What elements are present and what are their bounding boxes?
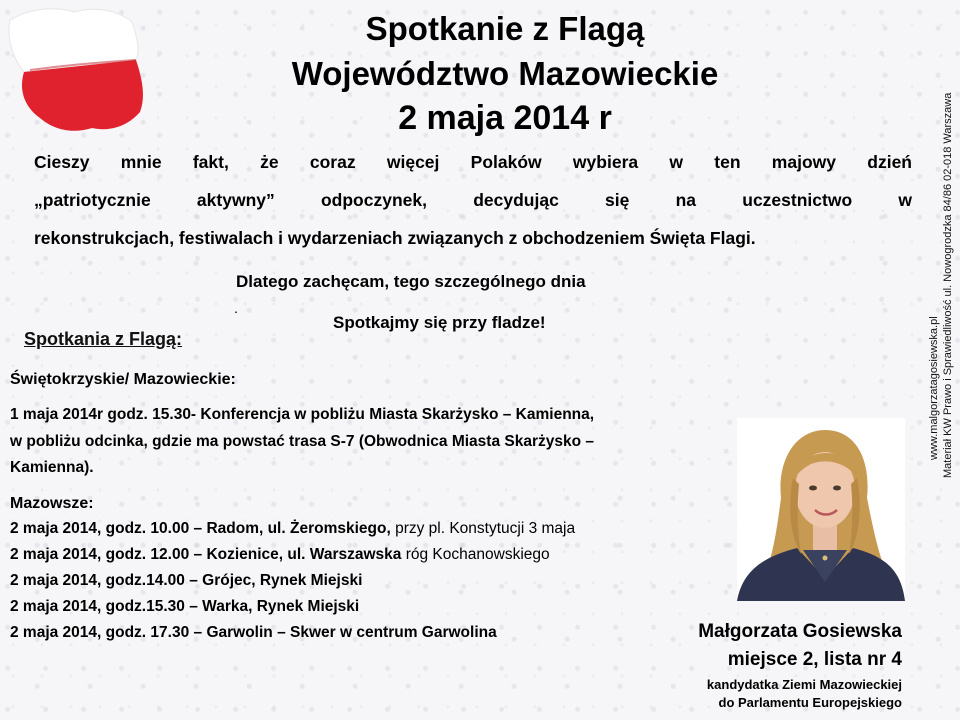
intro-line-1: Cieszy mnie fakt, że coraz więcej Polaków wybiera w ten majowy dzień bbox=[34, 152, 912, 172]
page-title-line-2: Województwo Mazowieckie bbox=[291, 55, 719, 92]
event-row-radom bbox=[10, 520, 575, 538]
region-label-swietokrzyskie: Świętokrzyskie/ Mazowieckie: bbox=[10, 371, 236, 388]
event-1-line-2: w pobliżu odcinka, gdzie ma powstać trasa S-7 (Obwodnica Miasta Skarżysko – bbox=[10, 433, 594, 450]
event-row-main: 2 maja 2014, godz. 10.00 – Radom, ul. Żeromskiego, bbox=[10, 520, 391, 537]
page-title-line-1: Spotkanie z Flagą bbox=[365, 10, 645, 47]
event-row-main: 2 maja 2014, godz.14.00 – Grójec, Rynek Miejski bbox=[10, 572, 363, 589]
event-row-detail: przy pl. Konstytucji 3 maja bbox=[390, 520, 576, 537]
publisher-note: Materiał KW Prawo i Sprawiedliwość ul. Nowogrodzka 84/86 02-018 Warszawa bbox=[942, 92, 954, 478]
event-row-main: 2 maja 2014, godz. 12.00 – Kozienice, ul. Warszawska bbox=[10, 546, 402, 563]
region-label-mazowsze: Mazowsze: bbox=[10, 495, 94, 512]
candidate-subtitle-1: kandydatka Ziemi Mazowieckiej bbox=[706, 677, 902, 692]
intro-line-2: „patriotycznie aktywny” odpoczynek, decydując się na uczestnictwo w bbox=[34, 190, 912, 210]
event-1-line-1: 1 maja 2014r godz. 15.30- Konferencja w pobliżu Miasta Skarżysko – Kamienna, bbox=[10, 406, 595, 423]
event-row-grojec bbox=[10, 572, 362, 590]
candidate-portrait-icon bbox=[737, 418, 905, 601]
stray-dot: . bbox=[234, 300, 238, 316]
website-url: www.malgorzatagosiewska.pl bbox=[928, 316, 940, 460]
section-heading: Spotkania z Flagą: bbox=[24, 329, 183, 349]
encourage-text: Dlatego zachęcam, tego szczególnego dnia bbox=[236, 272, 586, 291]
meet-slogan: Spotkajmy się przy fladze! bbox=[333, 313, 546, 332]
candidate-subtitle-2: do Parlamentu Europejskiego bbox=[718, 695, 902, 710]
event-row-garwolin bbox=[10, 624, 497, 642]
page-title-date: 2 maja 2014 r bbox=[398, 99, 612, 137]
event-row-main: 2 maja 2014, godz. 17.30 – Garwolin – Skwer w centrum Garwolina bbox=[10, 624, 497, 641]
intro-line-3: rekonstrukcjach, festiwalach i wydarzeniach związanych z obchodzeniem Święta Flagi. bbox=[34, 228, 756, 248]
event-1-line-3: Kamienna). bbox=[10, 459, 94, 476]
candidate-name: Małgorzata Gosiewska bbox=[698, 621, 902, 642]
event-row-warka bbox=[10, 598, 359, 616]
event-row-main: 2 maja 2014, godz.15.30 – Warka, Rynek Miejski bbox=[10, 598, 360, 615]
candidate-list-place: miejsce 2, lista nr 4 bbox=[727, 649, 902, 670]
event-row-detail: róg Kochanowskiego bbox=[401, 546, 550, 563]
poland-flag-map-icon bbox=[0, 0, 152, 140]
event-row-kozienice bbox=[10, 546, 550, 564]
